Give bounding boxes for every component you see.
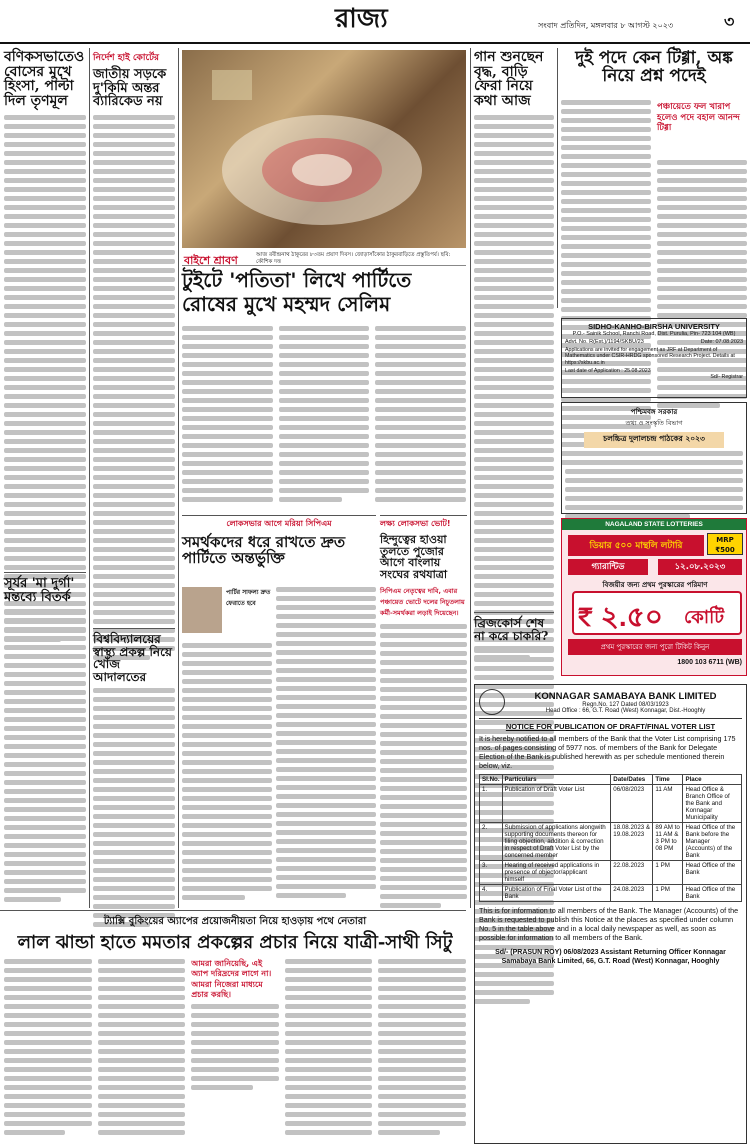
story-headline: দুই পদে কেন টিগ্গা, অঙ্ক নিয়ে প্রশ্ন পদেই xyxy=(575,48,733,86)
cell: 3. xyxy=(480,861,503,885)
voter-schedule-table xyxy=(479,774,742,902)
ad-date: Date: 07.08.2023 xyxy=(700,339,743,345)
story-pull-quote: পার্টির সাফল্য দ্রুত ফেরাতে হবে xyxy=(226,589,271,607)
ad-lottery-prize-label: বিজয়ীর জন্য প্রথম পুরস্কারের পরিমাণ xyxy=(602,581,708,589)
ad-govt-body xyxy=(565,451,743,519)
cell: 1. xyxy=(480,785,503,823)
table-row xyxy=(480,823,742,861)
cell: Head Office of the Bank xyxy=(683,861,742,885)
main-headline-line2: রোষের মুখে মহম্মদ সেলিম xyxy=(182,292,391,316)
story-pull-quote: সিপিএম নেতৃত্বের দাবি, এবার পঞ্চায়েত ভোটে দলের নিচুতলায় কর্মী-সমর্থকরা লড়াই দিয়েছেন। xyxy=(380,587,465,618)
ad-bank-notice xyxy=(474,684,747,1144)
col-slno: Sl.No. xyxy=(480,775,503,785)
ad-lottery-amount-box xyxy=(572,591,742,635)
ad-title: SIDHO-KANHO-BIRSHA UNIVERSITY xyxy=(588,322,720,331)
story-highway-barricade xyxy=(93,50,175,620)
cell: Publication of Final Voter List of the Bank xyxy=(502,885,611,902)
ad-govt-title: চলচ্চিত্র দুলালচন্দ্র পাঠকের ২০২৩ xyxy=(584,432,724,448)
author-photo xyxy=(182,587,222,633)
bank-name: KONNAGAR SAMABAYA BANK LIMITED xyxy=(534,690,717,702)
table-row xyxy=(480,785,742,823)
cell: 89 AM to 11 AM & 3 PM to 08 PM xyxy=(653,823,683,861)
cell: Hearing of received applications in presence of objector/applicant himself xyxy=(502,861,611,885)
story-headline: হিন্দুত্বের হাওয়া তুলতে পুজোর আগে বাংলায় সংঘের রথযাত্রা xyxy=(380,533,448,581)
ad-govt-dept: তথ্য ও সংস্কৃতি বিভাগ xyxy=(625,419,683,427)
cell: Head Office & Branch Office of the Bank and Konnagar Municipality xyxy=(683,785,742,823)
notice-intro: It is hereby notified to all members of the Bank that the Voter List comprising 175 nos. of pages consisting of 5977 nos. of members of the Bank for Delegate Election of the Bank is published herewith as per schedule mentioned therein below, viz. xyxy=(479,734,736,770)
story-old-man-songs xyxy=(474,50,554,610)
cell: 2. xyxy=(480,823,503,861)
story-university-health xyxy=(93,628,175,908)
story-body xyxy=(380,624,467,908)
cell: 1 PM xyxy=(653,861,683,885)
alpana-pattern xyxy=(182,50,466,248)
ad-lottery-amount: ₹ ২.৫০ xyxy=(578,601,663,632)
bank-office: Head Office : 66, G.T. Road (West) Konnagar, Dist.-Hooghly xyxy=(545,707,706,714)
cell: 11 AM xyxy=(653,785,683,823)
story-body-right xyxy=(276,587,376,902)
story-headline: বিশ্ববিদ্যালয়ের স্বাস্থ্য প্রকল্প নিয়ে খোঁজ আদালতের xyxy=(93,632,172,684)
story-pull-quote: আমরা জানিয়েছি, এই অ্যাপ দরিদ্রদের লাগে না। আমরা নিজেরা মাধ্যমে প্রচার করছি। xyxy=(191,958,272,1000)
tagore-photo xyxy=(182,50,466,248)
photo-caption-row xyxy=(182,250,466,266)
ad-last-date: Last date of Application : 25.08.2023 xyxy=(565,368,651,375)
story-headline: সূর্যর 'মা দুর্গা' মন্তব্যে বিতর্ক xyxy=(4,576,75,605)
story-kicker: লোকসভার আগে মরিয়া সিপিএম xyxy=(226,519,332,528)
notice-footer: This is for information to all members of the Bank. The Manager (Accounts) of the Bank is requested to publish this Notice at the places as specified under column No. 5 in the table above and in a local daily newspaper as well, as soon as possible for information to all members of the Bank. xyxy=(479,906,739,942)
main-headline-block xyxy=(182,270,466,322)
page-date: সংবাদ প্রতিদিন, মঙ্গলবার ৮ আগস্ট ২০২৩ xyxy=(538,21,674,30)
notice-title: NOTICE FOR PUBLICATION OF DRAFT/FINAL VOTER LIST xyxy=(505,722,716,731)
ad-address: P.O.- Sainik School, Ranchi Road, Dist. Purulia, Pin- 723 104 (WB) xyxy=(572,331,736,337)
story-kicker: লক্ষ্য লোকসভা ভোট! xyxy=(380,519,451,528)
story-tigga-posts xyxy=(561,50,747,312)
ad-lottery-helpline: 1800 103 6711 (WB) xyxy=(677,659,742,666)
story-surya-durga xyxy=(4,572,86,907)
story-citu-app xyxy=(4,914,466,1144)
cell: 18.08.2023 & 19.08.2023 xyxy=(611,823,653,861)
story-body-left xyxy=(182,643,272,904)
story-headline: সমর্থকদের ধরে রাখতে দ্রুত পার্টিতে অন্তর্ভুক্তি xyxy=(182,533,346,567)
ad-lottery-mrp: MRP ₹500 xyxy=(707,533,743,555)
story-headline: ব্রিজকোর্স শেষ না করে চাকরি? xyxy=(474,616,549,643)
cell: 24.08.2023 xyxy=(611,885,653,902)
table-row xyxy=(480,861,742,885)
story-headline: বণিকসভাতেও বোসের মুখে হিংসা, পাল্টা দিল তৃণমূল xyxy=(4,49,85,110)
table-row xyxy=(480,885,742,902)
col-particulars: Particulars xyxy=(502,775,611,785)
story-opposition-hinsa xyxy=(4,50,86,565)
masthead xyxy=(0,0,750,44)
page-number: ৩ xyxy=(724,12,735,31)
cell: Submission of applications alongwith supporting documents thereon for filing objection, addition & correction in respect of Draft Voter List by the concerned member xyxy=(502,823,611,861)
story-headline: লাল ঝান্ডা হাতে মমতার প্রকল্পের প্রচার নিয়ে যাত্রী-সাথী সিটু xyxy=(17,932,453,953)
story-kicker: ট্যাক্সি বুকিংয়ের অ্যাপের প্রয়োজনীয়তা নিয়ে হাওড়ায় পথে নেতারা xyxy=(103,916,367,927)
col-place: Place xyxy=(683,775,742,785)
ad-sign: Sd/- Registrar xyxy=(710,374,743,381)
photo-tag: বাইশে শ্রাবণ xyxy=(184,254,238,267)
cell: 22.08.2023 xyxy=(611,861,653,885)
story-rss-rathyatra xyxy=(380,515,467,907)
bank-regn: Regn.No. 127 Dated 08/03/1923 xyxy=(582,701,669,708)
ad-body: Applications are invited for engagement as JRF at Department of Mathematics under CSIR-HRDG sponsored Research Project. Details at https://skbu.ac.in xyxy=(565,347,735,366)
photo-caption: আজ রবীন্দ্রনাথ ঠাকুরের ৮৩তম প্রয়াণ দিবস। জোড়াসাঁকোর ঠাকুরবাড়িতে প্রস্তুতিপর্ব। ছবি: কৌশিক দত্ত xyxy=(256,252,451,265)
notice-signature: Sd/- (PRASUN ROY) 06/08/2023 Assistant Returning Officer Konnagar Samabaya Bank Limited, 66, G.T. Road (West) Konnagar, Hooghly xyxy=(495,949,726,966)
bank-logo xyxy=(479,689,505,715)
cell: 06/08/2023 xyxy=(611,785,653,823)
cell: 1 PM xyxy=(653,885,683,902)
story-headline: জাতীয় সড়কে দু'কিমি অন্তর ব্যারিকেড নয় xyxy=(93,67,167,110)
ad-lottery-state: NAGALAND STATE LOTTERIES xyxy=(562,519,746,530)
ad-lottery-badge: গ্যারান্টিড xyxy=(568,559,648,575)
ad-lottery-date: ১২.০৮.২০২৩ xyxy=(658,559,742,575)
story-body xyxy=(93,688,175,927)
cell: 4. xyxy=(480,885,503,902)
cell: Head Office of the Bank before the Manager (Accounts) of the Bank xyxy=(683,823,742,861)
ad-lottery-strip: প্রথম পুরস্কারের জন্য পুরো টিকিট কিনুন xyxy=(568,639,742,655)
ad-lottery-title: ডিয়ার ৫০০ মান্থলি লটারি xyxy=(568,535,704,556)
story-headline: গান শুনছেন বৃদ্ধ, বাড়ি ফেরা নিয়ে কথা আজ xyxy=(474,49,544,110)
cell: Publication of Draft Voter List xyxy=(502,785,611,823)
col-dates: Date/Dates xyxy=(611,775,653,785)
main-story-body xyxy=(182,326,466,511)
ad-govt xyxy=(561,402,747,514)
story-body xyxy=(93,115,175,660)
section-title: রাজ্য xyxy=(335,4,388,34)
main-headline-line1: টুইটে 'পতিতা' লিখে পার্টিতে xyxy=(182,268,412,292)
story-kicker: নির্দেশ হাই কোর্টের xyxy=(93,53,159,63)
cell: Head Office of the Bank xyxy=(683,885,742,902)
story-body xyxy=(4,609,86,902)
ad-ref: Advt. No. R(Est.)/1194/SKBU/23 xyxy=(565,339,644,345)
ad-lottery xyxy=(561,518,747,676)
ad-govt-top: পশ্চিমবঙ্গ সরকার xyxy=(630,408,678,416)
ad-skbu xyxy=(561,318,747,398)
ad-lottery-crore: কোটি xyxy=(684,607,725,628)
story-cpm-members xyxy=(182,515,376,907)
story-body xyxy=(474,115,554,660)
col-time: Time xyxy=(653,775,683,785)
story-body xyxy=(4,115,86,642)
story-pull-quote: পঞ্চায়েতে ফল খারাপ হলেও পদে বহাল আনন্দ টিগ্গা xyxy=(657,102,740,134)
